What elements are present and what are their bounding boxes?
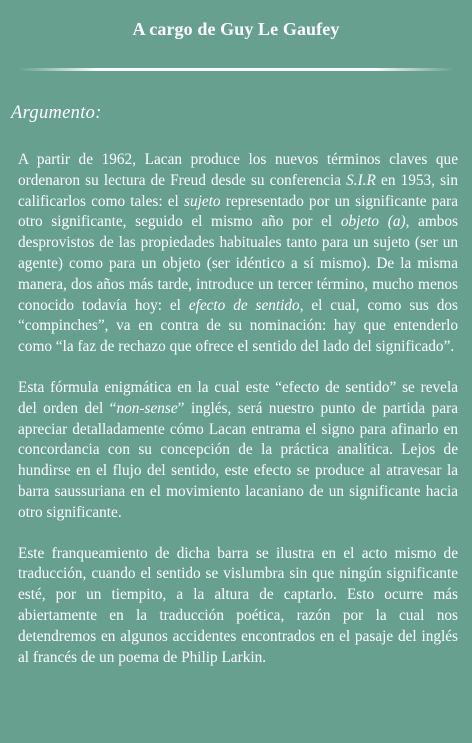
paragraph-text: Este franqueamiento de dicha barra se ilustra en el acto mismo de traducción, cuando el sentido se vislumbra sin que ningún significante esté, por un tiempito, a la altura de captarlo. Esto ocurre más abiertamente en la traducción poética, razón por la cual nos detendremos en algunos accidentes encontrados en el pasaje del inglés al francés de un poema de Philip Larkin. bbox=[18, 544, 458, 666]
paragraph-text: ” inglés, será nuestro punto de partida para apreciar detalladamente cómo Lacan entrama el signo para afinarlo en concordancia con su concepción de la práctica analítica. Lejos de hundirse en el flujo del sentido, este efecto se produce al atravesar la barra saussuriana en el movimiento lacaniano de un significante hacia otro significante. bbox=[18, 399, 459, 521]
argument-paragraph bbox=[18, 544, 458, 669]
page-title: A cargo de Guy Le Gaufey bbox=[132, 19, 340, 39]
paragraph-text: , el cual, como sus dos “compinches”, va en contra de su nominación: hay que entenderlo como “la faz de rechazo que ofrece el sentido del lado del significado”. bbox=[18, 296, 458, 356]
paragraph-text: , ambos desprovistos de las propiedades habituales tanto para un sujeto (ser un agente) como para un objeto (ser idéntico a sí mismo). De la misma manera, dos años más tarde, introduce un tercer término, mucho menos conocido todavía hoy: el bbox=[18, 213, 458, 314]
paragraph-text: Esta fórmula enigmática en la cual este “efecto de sentido” se revela del orden del “ bbox=[18, 378, 458, 417]
italic-term: non-sense bbox=[116, 399, 178, 417]
italic-term: S.I.R bbox=[346, 171, 376, 189]
italic-term: efecto de sentido bbox=[188, 296, 300, 314]
argument-paragraph bbox=[18, 150, 458, 358]
paragraph-text: representado por un significante para otro significante, seguido el mismo año por el bbox=[18, 192, 458, 231]
paragraph-text: en 1953, sin calificarlos como tales: el bbox=[18, 171, 459, 210]
italic-term: sujeto bbox=[184, 192, 221, 210]
header-divider bbox=[18, 68, 454, 71]
argument-body bbox=[18, 150, 458, 688]
italic-term: objeto (a) bbox=[340, 213, 406, 231]
paragraph-text: A partir de 1962, Lacan produce los nuevos términos claves que ordenaron su lectura de Freud desde su conferencia bbox=[18, 151, 458, 189]
argument-paragraph bbox=[18, 378, 458, 524]
section-heading: Argumento: bbox=[11, 103, 102, 123]
